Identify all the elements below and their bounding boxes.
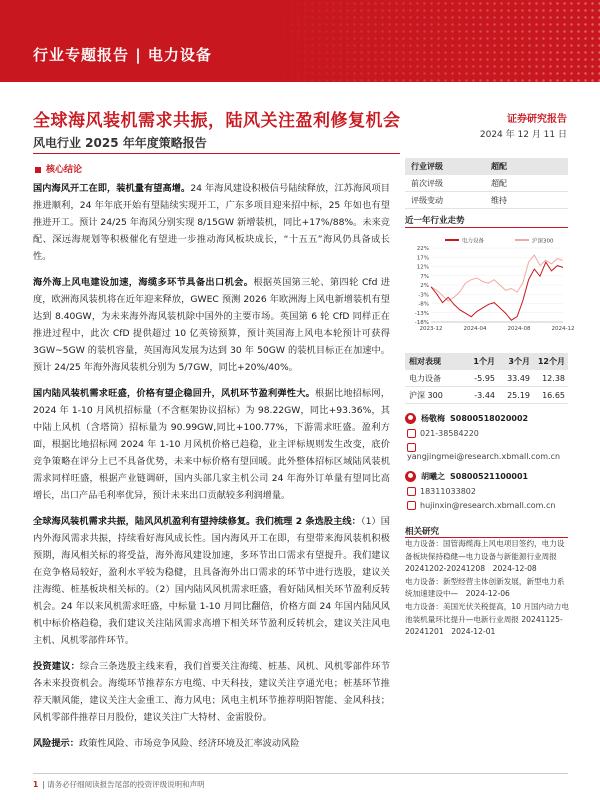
- analyst-phone: 18311033802: [420, 487, 476, 496]
- trend-chart: [405, 234, 575, 339]
- x-tick-label: 2024-04: [463, 326, 487, 332]
- title-divider: [33, 153, 400, 154]
- performance-cell: 电力设备: [409, 373, 441, 383]
- rating-key: 前次评级: [411, 178, 443, 188]
- rating-header-row: [405, 158, 568, 175]
- analyst-name-row: [405, 413, 568, 424]
- analyst-cert: S0800521100001: [450, 472, 529, 481]
- x-tick-label: 2023-12: [419, 326, 443, 332]
- rating-value: 维持: [491, 195, 507, 205]
- y-tick-label: -13%: [414, 310, 429, 317]
- rating-key: 评级变动: [411, 195, 443, 205]
- rating-row: [405, 175, 568, 192]
- performance-header-cell: 12个月: [537, 357, 565, 366]
- core-conclusion-heading: [35, 162, 82, 175]
- y-tick-label: -3%: [418, 292, 429, 299]
- y-tick-label: 2%: [420, 283, 429, 289]
- paragraph-lead: 风险提示：: [33, 738, 79, 749]
- paragraph: [33, 658, 390, 726]
- footer-disclaimer: | 请务必仔细阅读报告尾部的投资评级说明和声明: [42, 780, 205, 789]
- performance-row: [405, 370, 568, 387]
- analyst-email[interactable]: hujinxin@research.xbmall.com.cn: [420, 501, 556, 510]
- paragraph: [33, 735, 390, 752]
- phone-icon: [407, 429, 416, 438]
- analyst-email-row[interactable]: [405, 443, 568, 461]
- analyst-phone-row: [405, 429, 568, 438]
- performance-header-cell: 1个月: [473, 357, 495, 366]
- performance-cell: 12.38: [542, 373, 565, 383]
- trend-chart-rule: [405, 227, 568, 228]
- report-date: 2024 年 12 月 11 日: [479, 130, 567, 140]
- analyst-email[interactable]: yangjingmei@research.xbmall.com.cn: [407, 452, 561, 461]
- analyst-email-row[interactable]: [405, 501, 568, 510]
- related-item[interactable]: 电力设备：国管海缆海上风电项目签约，电力设备板块保持稳健—电力设备与新能源行业周报 20241202-20241208 2024-12-08: [405, 539, 565, 574]
- performance-cell: -3.44: [474, 390, 495, 400]
- performance-cell: 33.49: [507, 373, 530, 383]
- performance-cell: 25.19: [507, 390, 530, 400]
- paragraph-text: 24 年海风建设积极信号陆续释放，江苏海风项目推进顺利，24 年年底开始有望陆续实现开工，广东多项目迎来招中标，25 年如也有望推进开工。预计 24/25 年海风分别实现 8/15GW 新增装机，同比+17%/88%。未来竞配、深远海规划等积极催化有望进一步推动海风板块成长，“十五五”海风仍具备成长性。: [33, 183, 390, 262]
- paragraph: [33, 274, 390, 376]
- mail-icon: [407, 501, 416, 510]
- analyst-name: 杨敬梅: [421, 414, 445, 423]
- report-subtitle: 风电行业 2025 年年度策略报告: [33, 136, 207, 150]
- paragraph-text: 综合三条选股主线来看，我们首要关注海缆、桩基、风机、风机零部件环节各未来投资机会。海缆环节推荐东方电缆、中天科技，建议关注亨通光电；桩基环节推荐天顺风能，建议关注大金重工、海力风电；风电主机环节推荐明阳智能、金风科技；风机零部件推荐日月股份，建议关注广大特材、金雷股份。: [33, 661, 391, 723]
- legend-label: 沪深300: [532, 238, 554, 245]
- rating-header-value: 超配: [491, 162, 507, 171]
- mail-icon: [407, 443, 416, 452]
- related-heading: 相关研究: [405, 527, 440, 537]
- report-type-label: 证券研究报告: [507, 114, 567, 125]
- analyst-phone-row: [405, 487, 568, 496]
- footer-rule: [33, 773, 568, 774]
- y-tick-label: -18%: [414, 320, 429, 326]
- analyst-name: 胡曦之: [421, 472, 445, 481]
- analyst-card: [405, 413, 568, 461]
- y-tick-label: 7%: [420, 273, 429, 280]
- x-tick-label: 2024-12: [551, 326, 575, 332]
- related-item[interactable]: 电力设备：新型经营主体创新发展，新型电力系统加速建设中— 2024-12-06: [405, 576, 565, 599]
- performance-header-cell: 3个月: [508, 357, 530, 366]
- performance-cell: 16.65: [542, 390, 565, 400]
- paragraph: [33, 513, 390, 649]
- analyst-cert: S0800518020002: [450, 414, 529, 423]
- rating-row: [405, 192, 568, 209]
- related-item[interactable]: 电力设备：美国光伏关税提高，10 月国内动力电池装机量环比提升—电新行业周报 20241125-20241201 2024-12-01: [405, 601, 569, 637]
- core-conclusion-label: 核心结论: [46, 165, 83, 175]
- x-tick-label: 2024-08: [507, 326, 531, 332]
- legend-label: 电力设备: [462, 238, 485, 245]
- phone-icon: [407, 487, 416, 496]
- square-bullet-icon: [35, 167, 41, 173]
- paragraph-lead: 全球海风装机需求共振，陆风风机盈利有望持续修复。我们梳理 2 条选股主线：: [33, 516, 361, 527]
- footer: [33, 779, 205, 790]
- paragraph-text: 根据英国第三轮、第四轮 Cfd 进度，欧洲海风装机将在近年迎来释放，GWEC 预测 2026 年欧洲海上风电新增装机有望达到 8.40GW，为未来海外海风装机除中国外的主要市场。英国第 6 轮 CfD 同样正在推进过程中，此次 CfD 提供超过 10 亿英镑预算，预计英国海上风电本轮预计可获得 3GW~5GW 的装机容量，英国海风发展为达到 30 年 50GW 的装机目标正在加速中。预计 24/25 年海外海风装机分别为 5/7GW，同比+20%/40%。: [33, 277, 390, 373]
- performance-header-cell: 相对表现: [409, 357, 441, 366]
- performance-header-row: [405, 353, 568, 370]
- performance-cell: 沪深 300: [409, 390, 443, 400]
- performance-row: [405, 387, 568, 404]
- header-banner: [0, 0, 600, 82]
- analyst-phone: 021-38584220: [420, 429, 479, 438]
- body-column: [33, 180, 390, 761]
- rating-table: [405, 158, 568, 209]
- paragraph-text: （1）国内外海风需求共振，持续看好海风成长性。国内海风开工在即，有望带来海风装机积极预期，海风相关标的将受益，海外海风建设加速，多环节出口需求有望提升。我们建议在竞争格局较好，盈利水平较为稳健，且具备海外出口需求的环节中进行选股，建议关注海缆、桩基板块相关标的。（2）国内陆风风机需求旺盛，看好陆风相关环节盈利反转机会。24 年以来风机需求旺盛，中标量 1-10 月同比翻倍，价格方面 24 年国内陆风风机中标价格趋稳，我们建议关注陆风需求高增下相关环节盈利反转机会，建议关注风电主机、风机零部件环节。: [33, 516, 390, 646]
- y-tick-label: 17%: [416, 255, 429, 262]
- y-tick-label: 22%: [416, 246, 429, 252]
- person-icon: [405, 413, 416, 424]
- related-list: [405, 538, 570, 639]
- series-line: [431, 262, 563, 320]
- paragraph: [33, 180, 390, 265]
- paragraph-text: 根据比地招标网，2024 年 1-10 月风机招标量（不含框架协议招标）为 98.22GW，同比+93.36%，其中陆上风机（含塔筒）招标量为 90.99GW,同比+100.77%，下游需求旺盛。盈利方面，根据比地招标网 2024 年 1-10 月风机价格已趋稳，业主评标规则发生改变，底价竞争策略在评分上已不具备优势，未来中标价格有望回暖。此外整体招标区域陆风装机需求同样旺盛，根据产业链调研，国内头部几家主机公司 24 年海外订单量有望同比高增长，出口产品毛利率优异，预计未来出口贡献较多利润增量。: [33, 388, 391, 501]
- paragraph-text: 政策性风险、市场竞争风险、经济环境及汇率波动风险: [78, 738, 300, 749]
- person-icon: [405, 471, 416, 482]
- paragraph-lead: 投资建议：: [33, 661, 81, 672]
- analyst-card: [405, 471, 568, 510]
- report-title: 全球海风装机需求共振，陆风关注盈利修复机会: [33, 111, 401, 131]
- paragraph: [33, 385, 390, 504]
- performance-table: [405, 353, 568, 404]
- analyst-name-row: [405, 471, 568, 482]
- trend-chart-heading: 近一年行业走势: [405, 216, 465, 226]
- banner-dot-pattern: [260, 0, 600, 82]
- paragraph-lead: 海外海上风电建设加速，海缆多环节具备出口机会。: [33, 277, 254, 288]
- y-tick-label: 12%: [416, 264, 429, 271]
- rating-header-key: 行业评级: [411, 162, 443, 171]
- performance-cell: -5.95: [474, 373, 495, 383]
- rating-value: 超配: [491, 178, 507, 188]
- paragraph-lead: 国内陆风装机需求旺盛，价格有望企稳回升，风机环节盈利弹性大。: [33, 388, 316, 399]
- trend-chart-svg: [405, 234, 575, 339]
- banner-title: 行业专题报告 | 电力设备: [33, 46, 212, 64]
- y-tick-label: -8%: [418, 301, 429, 308]
- page-number: 1: [33, 780, 39, 789]
- paragraph-lead: 国内海风开工在即，装机量有望高增。: [33, 183, 191, 194]
